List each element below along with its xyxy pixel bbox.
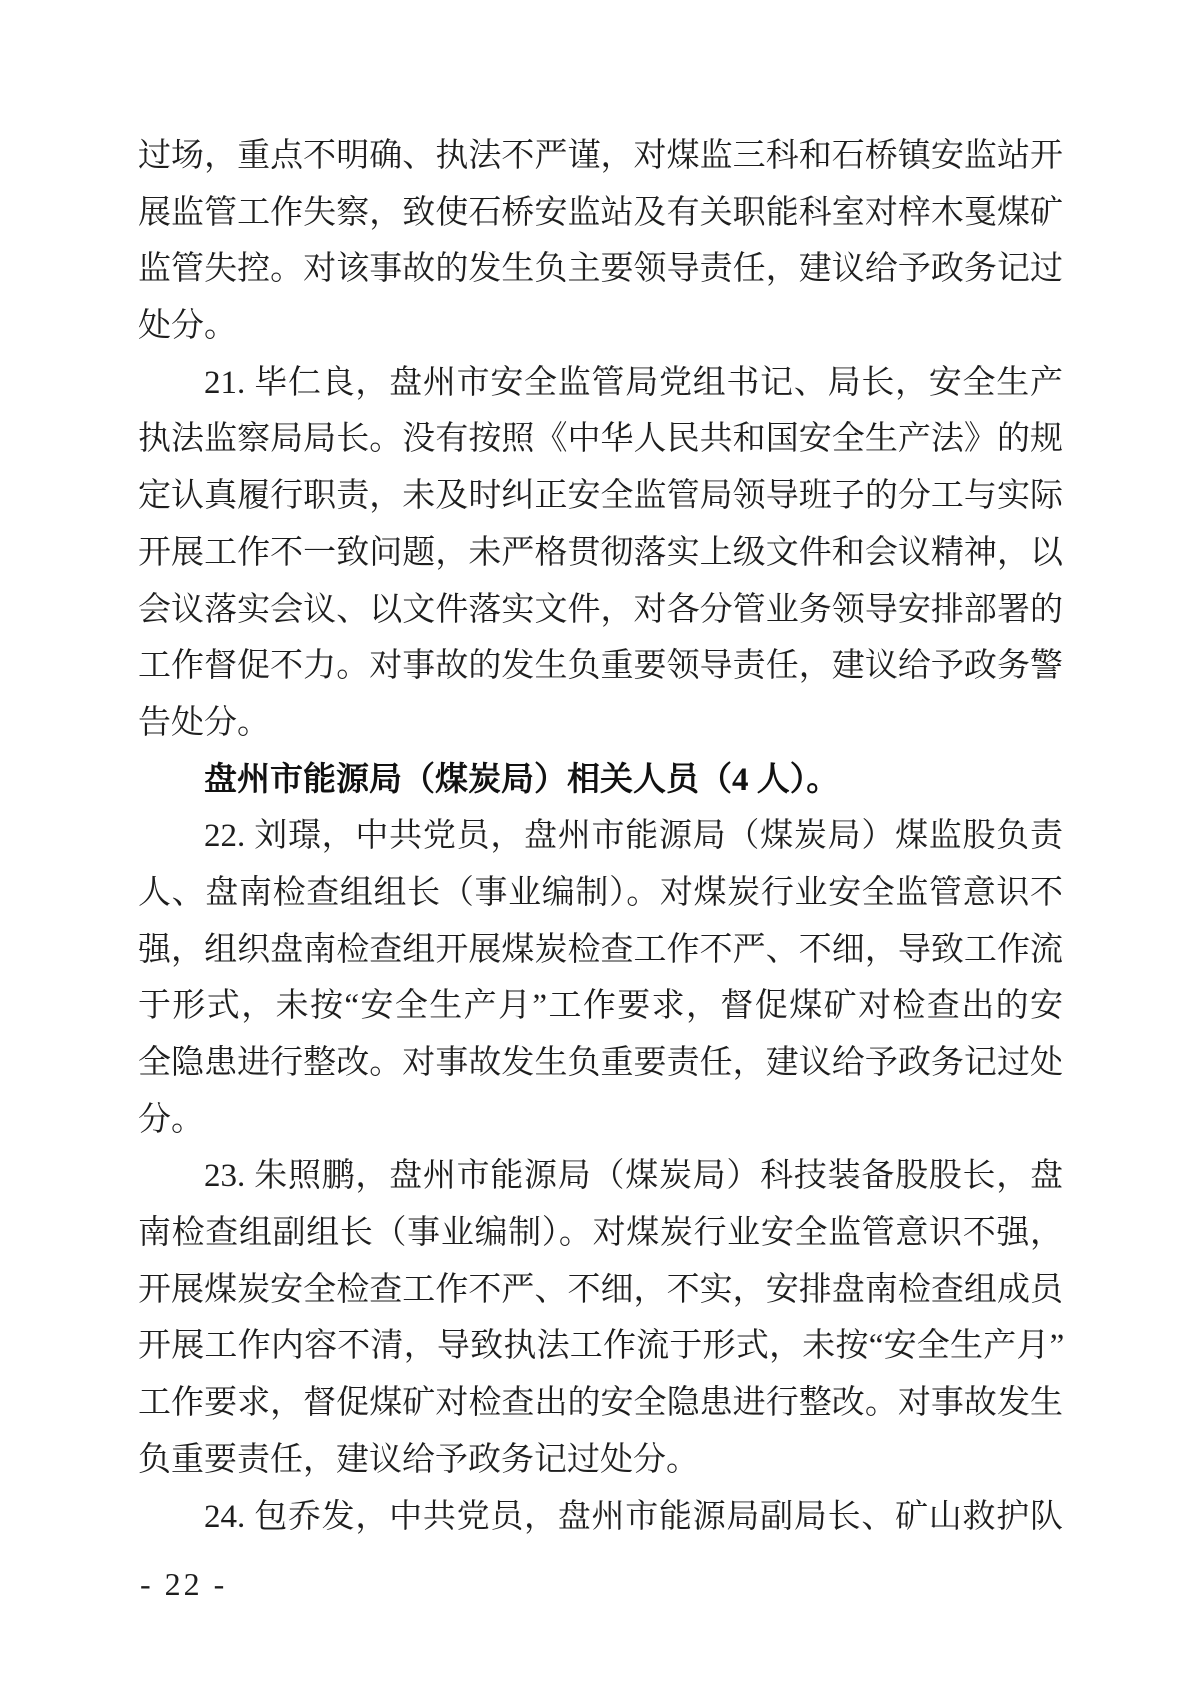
text-line: 过场，重点不明确、执法不严谨，对煤监三科和石桥镇安监站开: [138, 138, 1063, 174]
text-line: 23. 朱照鹏，盘州市能源局（煤炭局）科技装备股股长，盘: [204, 1158, 1063, 1195]
text-line: 22. 刘璟，中共党员，盘州市能源局（煤炭局）煤监股负责: [204, 818, 1063, 855]
document-body: [138, 128, 1063, 1545]
text-line: 会议落实会议、以文件落实文件，对各分管业务领导安排部署的: [138, 591, 1063, 628]
text-line: 监管失控。对该事故的发生负主要领导责任，建议给予政务记过: [138, 251, 1063, 288]
text-line: 定认真履行职责，未及时纠正安全监管局领导班子的分工与实际: [138, 478, 1063, 515]
text-line: 告处分。: [138, 704, 270, 741]
text-line: 强，组织盘南检查组开展煤炭检查工作不严、不细，导致工作流: [138, 931, 1063, 968]
text-line: 工作督促不力。对事故的发生负重要领导责任，建议给予政务警: [138, 648, 1063, 685]
text-line: 负重要责任，建议给予政务记过处分。: [138, 1441, 699, 1478]
text-line: 展监管工作失察，致使石桥安监站及有关职能科室对梓木戛煤矿: [138, 194, 1063, 231]
text-line: 处分。: [138, 308, 237, 345]
text-line: 于形式，未按“安全生产月”工作要求，督促煤矿对检查出的安: [138, 988, 1063, 1025]
text-line: 开展工作不一致问题，未严格贯彻落实上级文件和会议精神，以: [138, 534, 1063, 571]
text-line: 21. 毕仁良，盘州市安全监管局党组书记、局长，安全生产: [204, 364, 1063, 401]
text-line: 开展煤炭安全检查工作不严、不细，不实，安排盘南检查组成员: [138, 1271, 1063, 1308]
text-line: 开展工作内容不清，导致执法工作流于形式，未按“安全生产月”: [138, 1328, 1063, 1365]
page-number: - 22 -: [140, 1566, 228, 1602]
text-line: 南检查组副组长（事业编制）。对煤炭行业安全监管意识不强，: [138, 1215, 1063, 1252]
text-line: 执法监察局局长。没有按照《中华人民共和国安全生产法》的规: [138, 421, 1063, 458]
section-heading-line: 盘州市能源局（煤炭局）相关人员（4 人）。: [204, 761, 840, 798]
text-line: 人、盘南检查组组长（事业编制）。对煤炭行业安全监管意识不: [138, 874, 1063, 911]
text-line: 全隐患进行整改。对事故发生负重要责任，建议给予政务记过处: [138, 1045, 1063, 1081]
text-line: 工作要求，督促煤矿对检查出的安全隐患进行整改。对事故发生: [138, 1385, 1063, 1422]
text-line: 分。: [138, 1101, 204, 1138]
text-line: 24. 包乔发，中共党员，盘州市能源局副局长、矿山救护队: [204, 1498, 1063, 1535]
